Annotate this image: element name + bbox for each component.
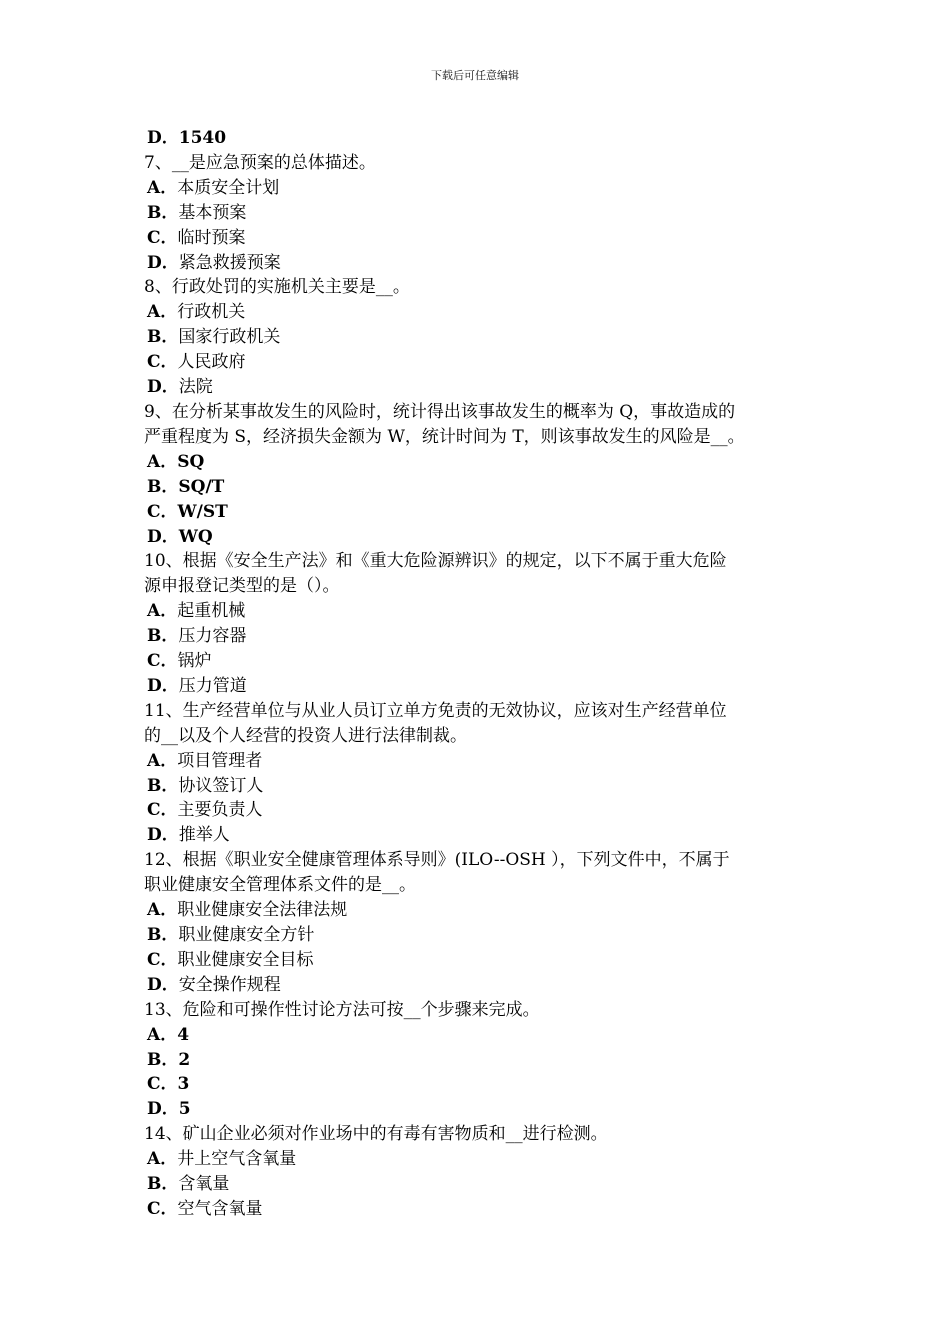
answer-option [144,624,810,649]
option-text: 5 [178,1099,191,1120]
option-text: 锅炉 [177,651,212,672]
answer-option [144,898,810,923]
answer-option [144,1072,810,1097]
question-text: 严重程度为 S，经济损失金额为 W，统计时间为 T，则该事故发生的风险是__。 [144,426,745,447]
question-text: 9、在分析某事故发生的风险时，统计得出该事故发生的概率为 Q，事故造成的 [144,401,736,422]
answer-option [144,375,810,400]
option-letter: B． [147,476,179,497]
option-letter: C． [147,651,178,672]
answer-option [144,923,810,948]
option-text: 压力管道 [178,675,247,696]
option-text: 国家行政机关 [178,327,281,348]
option-letter: C． [147,949,178,970]
answer-option [144,798,810,823]
question-text: 职业健康安全管理体系文件的是__。 [144,875,416,896]
option-text: 主要负责人 [177,800,263,821]
option-letter: C． [147,501,178,522]
option-letter: C． [147,352,178,373]
answer-option [144,201,810,226]
option-text: 法院 [178,377,213,398]
answer-option [144,749,810,774]
option-text: 临时预案 [177,227,246,248]
option-text: 职业健康安全法律法规 [177,900,348,921]
answer-option [144,1048,810,1073]
answer-option [144,774,810,799]
option-letter: C． [147,800,178,821]
answer-option [144,823,810,848]
question-text: 8、行政处罚的实施机关主要是__。 [144,277,410,298]
option-letter: D． [147,128,179,148]
option-text: 3 [177,1074,190,1095]
option-letter: B． [147,327,179,348]
answer-option [144,973,810,998]
answer-option [144,300,810,325]
option-letter: A． [147,177,178,198]
option-text: 含氧量 [178,1174,230,1195]
answer-option [144,251,810,276]
option-text: 人民政府 [177,352,246,373]
option-text: 基本预案 [178,202,247,223]
option-letter: B． [147,775,179,796]
question-list [144,126,810,1222]
option-letter: D． [147,825,179,846]
question-text: 的__以及个人经营的投资人进行法律制裁。 [144,725,467,746]
option-text: 本质安全计划 [177,177,280,198]
option-text: 井上空气含氧量 [177,1149,297,1170]
answer-option [144,176,810,201]
answer-option [144,450,810,475]
option-letter: A． [147,302,178,323]
option-text: 职业健康安全目标 [177,949,314,970]
option-text: 推举人 [178,825,230,846]
option-letter: B． [147,925,179,945]
question-text: 10、根据《安全生产法》和《重大危险源辨识》的规定，以下不属于重大危险 [144,551,727,572]
answer-option [144,1197,810,1222]
option-letter: A． [147,451,178,472]
option-letter: D． [147,974,179,995]
option-text: SQ/T [178,476,225,497]
answer-option [144,1097,810,1122]
answer-option [144,500,810,525]
answer-option [144,1023,810,1048]
answer-option [144,350,810,375]
question-text: 11、生产经营单位与从业人员订立单方免责的无效协议，应该对生产经营单位 [144,700,727,721]
answer-option [144,649,810,674]
option-text: SQ [177,451,205,472]
option-letter: C． [147,1198,178,1219]
answer-option [144,325,810,350]
option-letter: C． [147,1074,178,1095]
option-letter: B． [147,1174,179,1195]
option-letter: A． [147,750,178,771]
option-text: 1540 [178,128,227,148]
option-text: 安全操作规程 [178,974,281,995]
option-letter: D． [147,526,179,547]
option-text: 紧急救援预案 [178,252,281,273]
option-text: 压力容器 [178,626,247,647]
option-text: 2 [178,1049,191,1070]
question-text: 7、__是应急预案的总体描述。 [144,152,376,173]
answer-option [144,1172,810,1197]
option-letter: A． [147,1024,178,1045]
option-text: 起重机械 [177,601,246,622]
option-letter: B． [147,626,179,647]
option-letter: A． [147,1149,178,1170]
question-text: 源申报登记类型的是（）。 [144,576,340,597]
option-letter: D． [147,252,179,273]
option-letter: A． [147,900,178,921]
question-text: 13、危险和可操作性讨论方法可按__个步骤来完成。 [144,999,540,1020]
option-text: 协议签订人 [178,775,264,796]
answer-option [144,948,810,973]
option-letter: D． [147,377,179,398]
answer-option [144,599,810,624]
option-letter: B． [147,202,179,223]
option-text: 空气含氧量 [177,1198,263,1219]
answer-option [144,1147,810,1172]
option-text: 职业健康安全方针 [178,925,315,945]
answer-option [144,525,810,550]
option-text: W/ST [177,501,228,522]
option-letter: D． [147,675,179,696]
answer-option [144,126,810,151]
option-letter: D． [147,1099,179,1120]
option-letter: B． [147,1049,179,1070]
answer-option [144,475,810,500]
option-letter: C． [147,227,178,248]
question-text: 12、根据《职业安全健康管理体系导则》(ILO--OSH ），下列文件中，不属于 [144,850,730,871]
question-text: 14、矿山企业必须对作业场中的有毒有害物质和__进行检测。 [144,1124,608,1145]
option-text: 4 [177,1024,190,1045]
option-text: 项目管理者 [177,750,263,771]
page-header: 下载后可任意编辑 [431,69,519,82]
option-text: WQ [178,526,213,547]
option-letter: A． [147,601,178,622]
answer-option [144,226,810,251]
answer-option [144,674,810,699]
option-text: 行政机关 [177,302,246,323]
